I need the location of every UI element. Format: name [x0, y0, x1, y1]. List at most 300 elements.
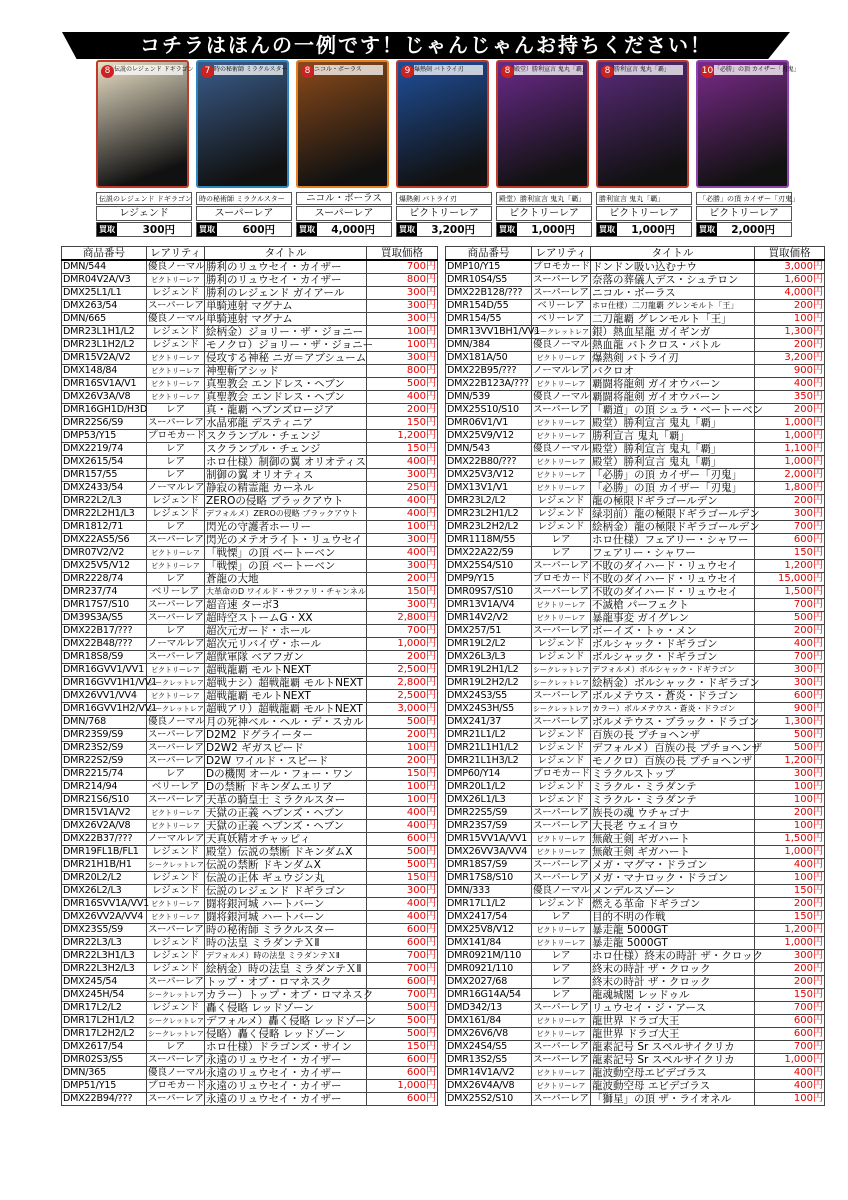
cell-price: 15,000円	[755, 573, 825, 586]
card-cost: 7	[201, 65, 214, 78]
cell-price: 1,000円	[755, 456, 825, 469]
cell-code: DMR0921/110	[446, 963, 532, 976]
cell-price: 150円	[367, 586, 438, 599]
cell-code: DMR1118M/55	[446, 534, 532, 547]
table-row	[62, 534, 438, 547]
cell-rarity: スーパーレア	[533, 690, 589, 701]
cell-code: DMR0921M/110	[446, 950, 532, 963]
cell-title: 静寂の精霊龍 カーネル	[205, 482, 367, 495]
cell-code: DMR17L2H1/L2	[62, 1015, 147, 1028]
cell-price: 100円	[755, 313, 825, 326]
buy-label: 買取	[99, 225, 115, 234]
cell-code: DMR23L1H2/L2	[62, 339, 147, 352]
table-row	[446, 859, 825, 872]
card-price-box	[496, 222, 592, 237]
table-row	[62, 1028, 438, 1041]
cell-rarity: スーパーレア	[533, 1041, 589, 1052]
cell-title: ミラクルストップ	[591, 768, 755, 781]
cell-rarity: シークレットレア	[147, 859, 205, 872]
cell-rarity: 優良ノーマル	[148, 261, 205, 272]
cell-title: 永遠のリュウセイ・カイザー	[205, 1054, 367, 1067]
cell-rarity: レジェンド	[147, 872, 205, 885]
cell-rarity: レア	[147, 768, 205, 781]
cell-rarity: ビクトリーレア	[147, 807, 205, 820]
table-row	[446, 260, 825, 274]
cell-title: ミラクル・ミラダンテ	[591, 794, 755, 807]
cell-rarity: シークレットレア	[532, 326, 591, 339]
header-price: 買取価格	[755, 247, 825, 261]
cell-rarity: スーパーレア	[533, 1054, 589, 1065]
cell-title: 「必勝」の頂 カイザー「刃鬼」	[591, 482, 755, 495]
card-name: 殿堂）勝利宣言 鬼丸「覇」	[496, 192, 592, 205]
cell-price: 3,200円	[755, 352, 825, 365]
cell-price: 150円	[367, 1041, 438, 1054]
card-price: 1,000円	[631, 224, 675, 236]
cell-code: DMX22B48/???	[62, 638, 147, 651]
cell-rarity: ビクトリーレア	[532, 924, 591, 937]
table-row	[446, 326, 825, 339]
cell-code: DMX22B37/???	[62, 833, 147, 846]
banner-title: コチラはほんの一例です！じゃんじゃんお持ちください！	[140, 33, 712, 57]
cell-price: 4,000円	[755, 287, 825, 300]
cell-title: 爆熱剣 バトライ刃	[591, 352, 755, 365]
cell-price: 300円	[367, 469, 438, 482]
cell-price: 500円	[367, 1015, 438, 1028]
table-row	[446, 664, 825, 677]
cell-code: DMX25S4/S10	[446, 560, 532, 573]
cell-rarity: ビクトリーレア	[532, 1080, 591, 1093]
cell-price: 2,500円	[367, 664, 438, 677]
table-row	[446, 742, 825, 755]
cell-title: 不敗のダイハード・リュウセイ	[591, 586, 755, 599]
cell-title: 不滅槍 パーフェクト	[591, 599, 755, 612]
cell-title: 単騎連射 マグナム	[205, 313, 367, 326]
table-row	[446, 911, 825, 924]
table-row	[446, 1002, 825, 1015]
card-price-box	[96, 222, 192, 237]
cell-rarity: スーパーレア	[533, 560, 589, 571]
cell-rarity: プロモカード	[533, 768, 591, 779]
table-row	[446, 651, 825, 664]
cell-title: 闘将銀河城 ハートバーン	[205, 911, 367, 924]
table-row	[62, 417, 438, 430]
cell-price: 600円	[367, 1093, 438, 1106]
card-name: 爆熱剣 バトライ刃	[396, 192, 492, 205]
cell-code: DMR13V1A/V4	[446, 599, 532, 612]
cell-title: ドンドン吸い込むナウ	[591, 260, 755, 274]
cell-code: DMX13V1/V1	[446, 482, 532, 495]
cell-code: DMR22S2/S9	[62, 755, 147, 768]
cell-price: 600円	[367, 924, 438, 937]
cell-code: DMN/384	[446, 339, 532, 352]
cell-rarity: スーパーレア	[148, 300, 204, 311]
cell-title: 覇闘将龍剣 ガイオウバーン	[591, 378, 755, 391]
table-row	[446, 287, 825, 300]
cell-price: 1,000円	[755, 1054, 825, 1067]
cell-code: DMX26VV2A/VV4	[62, 911, 147, 924]
cell-title: 「戦慄」の頂 ベートーベン	[205, 560, 367, 573]
cell-code: DMR21L1H3/L2	[446, 755, 532, 768]
table-row	[62, 287, 438, 300]
table-row	[62, 1054, 438, 1067]
cell-rarity: シークレットレア	[147, 989, 205, 1002]
table-row	[446, 1067, 825, 1080]
table-row	[446, 768, 825, 781]
cell-title: 殿堂）勝利宣言 鬼丸「覇」	[591, 456, 755, 469]
cell-code: DMX25S10/S10	[446, 404, 532, 417]
cell-rarity: レジェンド	[532, 729, 591, 742]
card-price: 1,000円	[531, 224, 575, 236]
cell-price: 1,300円	[755, 326, 825, 339]
cell-price: 100円	[367, 742, 438, 755]
cell-price: 600円	[755, 690, 825, 703]
cell-code: DMR16GVV1H1/VV1	[63, 677, 157, 688]
cell-title: 真聖教会 エンドレス・ヘブン	[205, 378, 367, 391]
cell-title: 無敵王剣 ギガハート	[591, 833, 755, 846]
cell-code: DMR22L3/L3	[62, 937, 147, 950]
cell-price: 300円	[367, 352, 438, 365]
cell-code: DMR16GVV1H2/VV1	[63, 703, 157, 714]
cell-price: 500円	[755, 612, 825, 625]
cell-rarity: ビクトリーレア	[147, 820, 205, 833]
cell-title: ボルメテウス・ブラック・ドラゴン	[592, 716, 760, 728]
cell-code: DMD342/13	[446, 1002, 532, 1015]
cell-code: DMP60/Y14	[446, 768, 532, 781]
cell-price: 150円	[755, 911, 825, 924]
cell-price: 400円	[755, 859, 825, 872]
table-row	[446, 846, 825, 859]
cell-price: 500円	[367, 1002, 438, 1015]
cell-price: 2,500円	[367, 690, 438, 703]
cell-title: 永遠のリュウセイ・カイザー	[205, 1093, 367, 1106]
cell-title: ボルシャック・ドギラゴン	[591, 651, 755, 664]
buy-label: 買取	[499, 225, 515, 234]
cell-rarity: ベリーレア	[147, 781, 205, 794]
table-row	[446, 677, 825, 690]
cell-price: 150円	[367, 768, 438, 781]
card-price-box	[696, 222, 792, 237]
cell-price: 200円	[755, 300, 825, 313]
cell-rarity: レジェンド	[147, 339, 205, 352]
cell-title: 伝説の禁断 ドキンダムX	[205, 859, 367, 872]
cell-title: バクロオ	[591, 365, 755, 378]
cell-rarity: スーパーレア	[148, 417, 204, 428]
cell-code: DMR04V2A/V3	[62, 274, 147, 287]
table-row	[446, 729, 825, 742]
table-row	[446, 794, 825, 807]
cell-rarity: レジェンド	[532, 495, 591, 508]
cell-code: DMR16SVV1A/VV1	[63, 898, 150, 909]
cell-rarity: スーパーレア	[533, 716, 589, 727]
card-cost: 8	[501, 65, 514, 78]
table-row	[446, 365, 825, 378]
table-row	[62, 313, 438, 326]
cell-title: 水晶邪龍 デスティニア	[205, 417, 367, 430]
cell-price: 300円	[755, 664, 825, 677]
cell-title: ホロ仕様）終末の時計 ザ・クロック	[592, 950, 764, 962]
cell-rarity: レジェンド	[147, 495, 205, 508]
cell-rarity: レジェンド	[532, 638, 591, 651]
cell-rarity: レア	[147, 625, 205, 638]
cell-title: 閃光のメテオライト・リュウセイ	[205, 534, 367, 547]
cell-price: 2,800円	[367, 612, 438, 625]
table-row	[62, 404, 438, 417]
cell-title: トップ・オブ・ロマネスク	[205, 976, 367, 989]
cell-rarity: 優良ノーマル	[533, 885, 590, 896]
cell-title: 絵柄金）龍の極限ドギラゴールデン	[592, 521, 760, 533]
table-row	[62, 612, 438, 625]
table-row	[446, 898, 825, 911]
cell-title: 龍魂城閣 レッドゥル	[591, 989, 755, 1002]
table-row	[62, 846, 438, 859]
buy-label: 買取	[199, 225, 215, 234]
cell-price: 200円	[367, 404, 438, 417]
cell-price: 700円	[755, 1041, 825, 1054]
table-row	[446, 573, 825, 586]
cell-price: 400円	[367, 456, 438, 469]
table-header-row	[62, 247, 438, 261]
cell-price: 400円	[367, 547, 438, 560]
cell-rarity: レジェンド	[532, 794, 591, 807]
cell-price: 700円	[755, 1002, 825, 1015]
cell-price: 1,500円	[755, 833, 825, 846]
cell-code: DMX22AS5/S6	[62, 534, 147, 547]
cell-rarity: スーパーレア	[533, 404, 589, 415]
header-rarity: レアリティ	[532, 247, 591, 261]
card-art-name: 伝説のレジェンド ドギラゴン	[114, 66, 194, 73]
cell-rarity: ビクトリーレア	[532, 846, 591, 859]
cell-title: ZEROの侵略 ブラックアウト	[205, 495, 367, 508]
cell-title: 超獣軍隊 ベアフガン	[205, 651, 367, 664]
table-row	[62, 677, 438, 690]
cell-title: デフォルメ）轟く侵略 レッドゾーン	[206, 1015, 377, 1027]
cell-title: D2M2 ドグライーター	[205, 729, 367, 742]
cell-title: 絵柄金）ジョリー・ザ・ジョニー	[205, 326, 367, 339]
cell-rarity: レア	[532, 989, 591, 1002]
cell-title: 超戦アリ）超戦龍覇 モルトNEXT	[205, 703, 367, 716]
cell-rarity: ベリーレア	[532, 300, 591, 313]
cell-rarity: ビクトリーレア	[532, 833, 591, 846]
cell-title: D2W ワイルド・スピード	[205, 755, 367, 768]
cell-code: DMX26V2A/V8	[62, 820, 147, 833]
cell-price: 500円	[367, 859, 438, 872]
cell-code: DMX181A/50	[446, 352, 532, 365]
cell-rarity: ビクトリーレア	[532, 378, 591, 391]
cell-price: 300円	[755, 950, 825, 963]
cell-price: 2,000円	[755, 469, 825, 482]
cell-rarity: ビクトリーレア	[532, 1015, 591, 1028]
cell-code: DMN/665	[62, 313, 147, 326]
cell-code: DMR15VV1A/VV1	[446, 833, 532, 846]
cell-price: 2,800円	[367, 677, 438, 690]
cell-title: 緑羽前）龍の極限ドギラゴールデン	[592, 508, 760, 520]
cell-code: DMR17L2/L2	[62, 1002, 147, 1015]
card-rarity: スーパーレア	[296, 206, 392, 221]
cell-rarity: レア	[147, 456, 205, 469]
cell-code: DMX24S4/S5	[446, 1041, 532, 1054]
cell-title: モノクロ）ジョリー・ザ・ジョニー	[206, 339, 374, 351]
table-row	[446, 833, 825, 846]
cell-rarity: レジェンド	[147, 508, 205, 521]
cell-price: 100円	[755, 794, 825, 807]
table-row	[62, 703, 438, 716]
card-rarity: ビクトリーレア	[596, 206, 692, 221]
cell-rarity: スーパーレア	[533, 872, 589, 883]
cell-title: ホロ仕様）フェアリー・シャワー	[591, 534, 755, 547]
cell-code: DMR21L1H1/L2	[446, 742, 532, 755]
cell-code: DMX22B94/???	[62, 1093, 147, 1106]
table-row	[446, 703, 825, 716]
cell-price: 500円	[755, 729, 825, 742]
table-row	[446, 495, 825, 508]
cell-price: 100円	[755, 820, 825, 833]
cell-title: 暴走龍 5000GT	[591, 937, 755, 950]
table-row	[62, 690, 438, 703]
table-row	[62, 352, 438, 365]
cell-code: DMX241/37	[446, 716, 532, 729]
cell-rarity: ビクトリーレア	[532, 937, 591, 950]
card-image	[696, 60, 800, 188]
cell-title: Dの禁断 ドキンダムエリア	[205, 781, 367, 794]
cell-title: 制御の翼 オリオティス	[205, 469, 367, 482]
cell-rarity: ビクトリーレア	[147, 560, 205, 573]
cell-code: DMX26L3/L3	[446, 651, 532, 664]
cell-rarity: ビクトリーレア	[147, 664, 205, 677]
table-row	[446, 274, 825, 287]
cell-title: 勝利のリュウセイ・カイザー	[205, 274, 367, 287]
cell-title: 銀）熱血星龍 ガイギンガ	[591, 326, 755, 339]
cell-title: スクランブル・チェンジ	[205, 430, 367, 443]
cell-code: DMX2433/54	[62, 482, 147, 495]
cell-price: 150円	[367, 417, 438, 430]
table-row	[446, 820, 825, 833]
cell-code: DMR23S7/S9	[446, 820, 532, 833]
cell-title: 暴走龍 5000GT	[591, 924, 755, 937]
cell-rarity: レア	[532, 911, 591, 924]
cell-rarity: 優良ノーマル	[533, 339, 590, 350]
cell-title: 「獅星」の頂 ザ・ライオネル	[591, 1093, 755, 1106]
cell-price: 1,300円	[755, 716, 825, 729]
table-row	[446, 872, 825, 885]
cell-code: DMR237/74	[62, 586, 147, 599]
table-row	[62, 521, 438, 534]
cell-title: 蒼龍の大地	[205, 573, 367, 586]
cell-code: DMR22L2/L3	[62, 495, 147, 508]
cell-code: DMR21S6/S10	[62, 794, 147, 807]
table-row	[62, 716, 438, 729]
cell-title: 龍波動空母エビデゴラス	[591, 1067, 755, 1080]
cell-price: 1,000円	[367, 1080, 438, 1093]
table-row	[446, 391, 825, 404]
cell-title: 「戦慄」の頂 ベートーベン	[205, 547, 367, 560]
table-row	[62, 963, 438, 976]
cell-price: 700円	[367, 260, 438, 274]
cell-title: 超次元リバイヴ・ホール	[205, 638, 367, 651]
cell-code: DMR154/55	[446, 313, 532, 326]
cell-price: 600円	[367, 1054, 438, 1067]
card-price-box	[296, 222, 392, 237]
cell-title: 不敗のダイハード・リュウセイ	[591, 560, 755, 573]
cell-title: 閃光の守護者ホーリー	[205, 521, 367, 534]
cell-title: フェアリー・シャワー	[591, 547, 755, 560]
table-row	[62, 768, 438, 781]
price-table-right	[445, 246, 825, 1106]
cell-code: DMR20L1/L2	[446, 781, 532, 794]
cell-price: 100円	[367, 339, 438, 352]
cell-rarity: ビクトリーレア	[532, 417, 591, 430]
cell-rarity: スーパーレア	[533, 274, 589, 285]
cell-rarity: レジェンド	[147, 287, 205, 300]
card-art-name: 「必勝」の頂 カイザー「刃鬼」	[714, 66, 800, 73]
cell-price: 100円	[367, 781, 438, 794]
cell-code: DMN/539	[446, 391, 532, 404]
table-row	[62, 586, 438, 599]
cell-price: 600円	[755, 1015, 825, 1028]
table-row	[446, 807, 825, 820]
cell-title: D2W2 ギガスピード	[205, 742, 367, 755]
cell-rarity: レジェンド	[147, 885, 205, 898]
card-cost: 10	[701, 66, 714, 76]
cell-title: 大長老 ウェイヨウ	[591, 820, 755, 833]
cell-code: DMR1812/71	[62, 521, 147, 534]
card-cost: 9	[401, 65, 414, 78]
cell-code: DMR19FL1B/FL1	[62, 846, 147, 859]
table-row	[62, 833, 438, 846]
cell-rarity: ビクトリーレア	[147, 391, 205, 404]
cell-code: DMX25V3/V12	[446, 469, 532, 482]
table-row	[446, 300, 825, 313]
cell-rarity: レジェンド	[147, 950, 205, 963]
cell-title: メガ・マグマ・ドラゴン	[591, 859, 755, 872]
cell-code: DMX22B128/???	[446, 287, 532, 300]
cell-code: DMX22B123A/???	[446, 378, 532, 391]
cell-rarity: レア	[147, 521, 205, 534]
card-cost: 8	[301, 65, 314, 78]
cell-rarity: ビクトリーレア	[532, 469, 591, 482]
cell-rarity: シークレットレア	[147, 1015, 205, 1028]
cell-code: DMR18S7/S9	[446, 859, 532, 872]
table-row	[62, 911, 438, 924]
cell-code: DMR14V1A/V2	[446, 1067, 532, 1080]
cell-code: DMX263/54	[62, 300, 147, 313]
cell-price: 200円	[755, 976, 825, 989]
cell-title: 二刀龍覇 グレンモルト「王」	[591, 313, 755, 326]
table-row	[446, 950, 825, 963]
cell-rarity: ビクトリーレア	[147, 547, 205, 560]
table-row	[446, 755, 825, 768]
cell-rarity: ビクトリーレア	[532, 1067, 591, 1080]
cell-code: DMN/365	[62, 1067, 147, 1080]
cell-title: 終末の時計 ザ・クロック	[591, 963, 755, 976]
cell-rarity: ベリーレア	[147, 586, 205, 599]
cell-price: 700円	[367, 950, 438, 963]
cell-rarity: レジェンド	[532, 755, 591, 768]
table-row	[446, 404, 825, 417]
cell-price: 500円	[367, 716, 438, 729]
cell-price: 200円	[367, 755, 438, 768]
card-rarity: ビクトリーレア	[396, 206, 492, 221]
table-row	[62, 989, 438, 1002]
cell-code: DMX24S3/S5	[446, 690, 532, 703]
cell-code: DMN/544	[62, 260, 147, 274]
table-row	[62, 365, 438, 378]
cell-code: DMR22S5/S9	[446, 807, 532, 820]
cell-price: 500円	[367, 378, 438, 391]
cell-code: DMR06V1/V1	[446, 417, 532, 430]
cell-price: 400円	[755, 1067, 825, 1080]
cell-rarity: ノーマルレア	[148, 482, 205, 493]
cell-price: 1,000円	[755, 430, 825, 443]
